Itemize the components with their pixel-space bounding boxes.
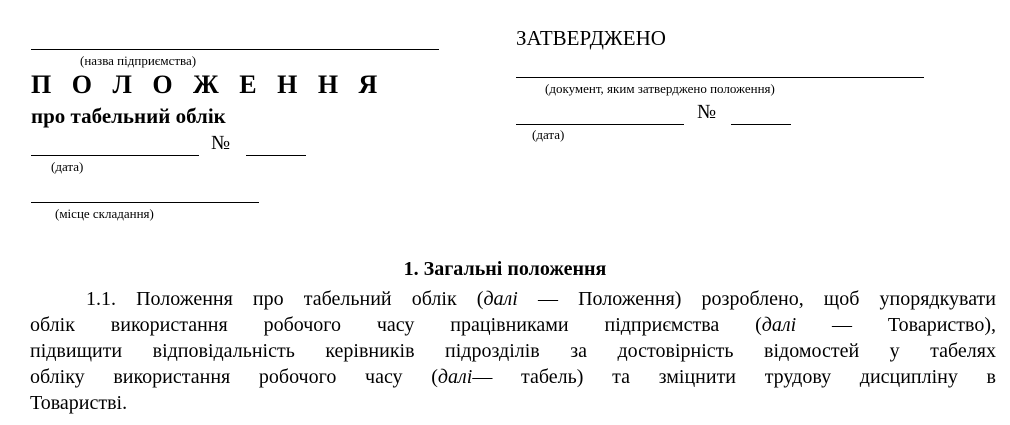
document-subtitle: про табельний облік — [31, 104, 226, 128]
paragraph-line: Товаристві. — [30, 392, 128, 414]
paragraph-line: обліку використання робочого часу (далі— табель) та зміцнити трудову дисципліну в — [30, 366, 996, 388]
right-date-line — [516, 124, 684, 125]
place-line — [31, 202, 259, 203]
right-number-sign: № — [697, 101, 717, 123]
right-number-line — [731, 124, 791, 125]
approved-label: ЗАТВЕРДЖЕНО — [516, 26, 666, 50]
paragraph-line: облік використання робочого часу працівниками підприємства (далі — Товариство), — [30, 314, 996, 336]
approval-document-caption: (документ, яким затверджено положення) — [545, 81, 775, 96]
approval-document-line — [516, 77, 924, 78]
section-heading: 1. Загальні положення — [403, 258, 607, 280]
place-caption: (місце складання) — [55, 206, 154, 221]
left-number-line — [246, 155, 306, 156]
left-date-line — [31, 155, 199, 156]
enterprise-name-caption: (назва підприємства) — [80, 53, 197, 68]
document-title: П О Л О Ж Е Н Н Я — [31, 70, 385, 99]
enterprise-name-line — [31, 49, 439, 50]
left-date-caption: (дата) — [51, 159, 84, 174]
paragraph-line: підвищити відповідальність керівників підрозділів за достовірність відомостей у табелях — [30, 340, 996, 362]
paragraph-line: 1.1. Положення про табельний облік (далі — Положення) розроблено, щоб упорядкувати — [86, 288, 996, 310]
right-date-caption: (дата) — [532, 127, 565, 142]
section-paragraph — [30, 286, 996, 416]
left-number-sign: № — [211, 132, 231, 154]
